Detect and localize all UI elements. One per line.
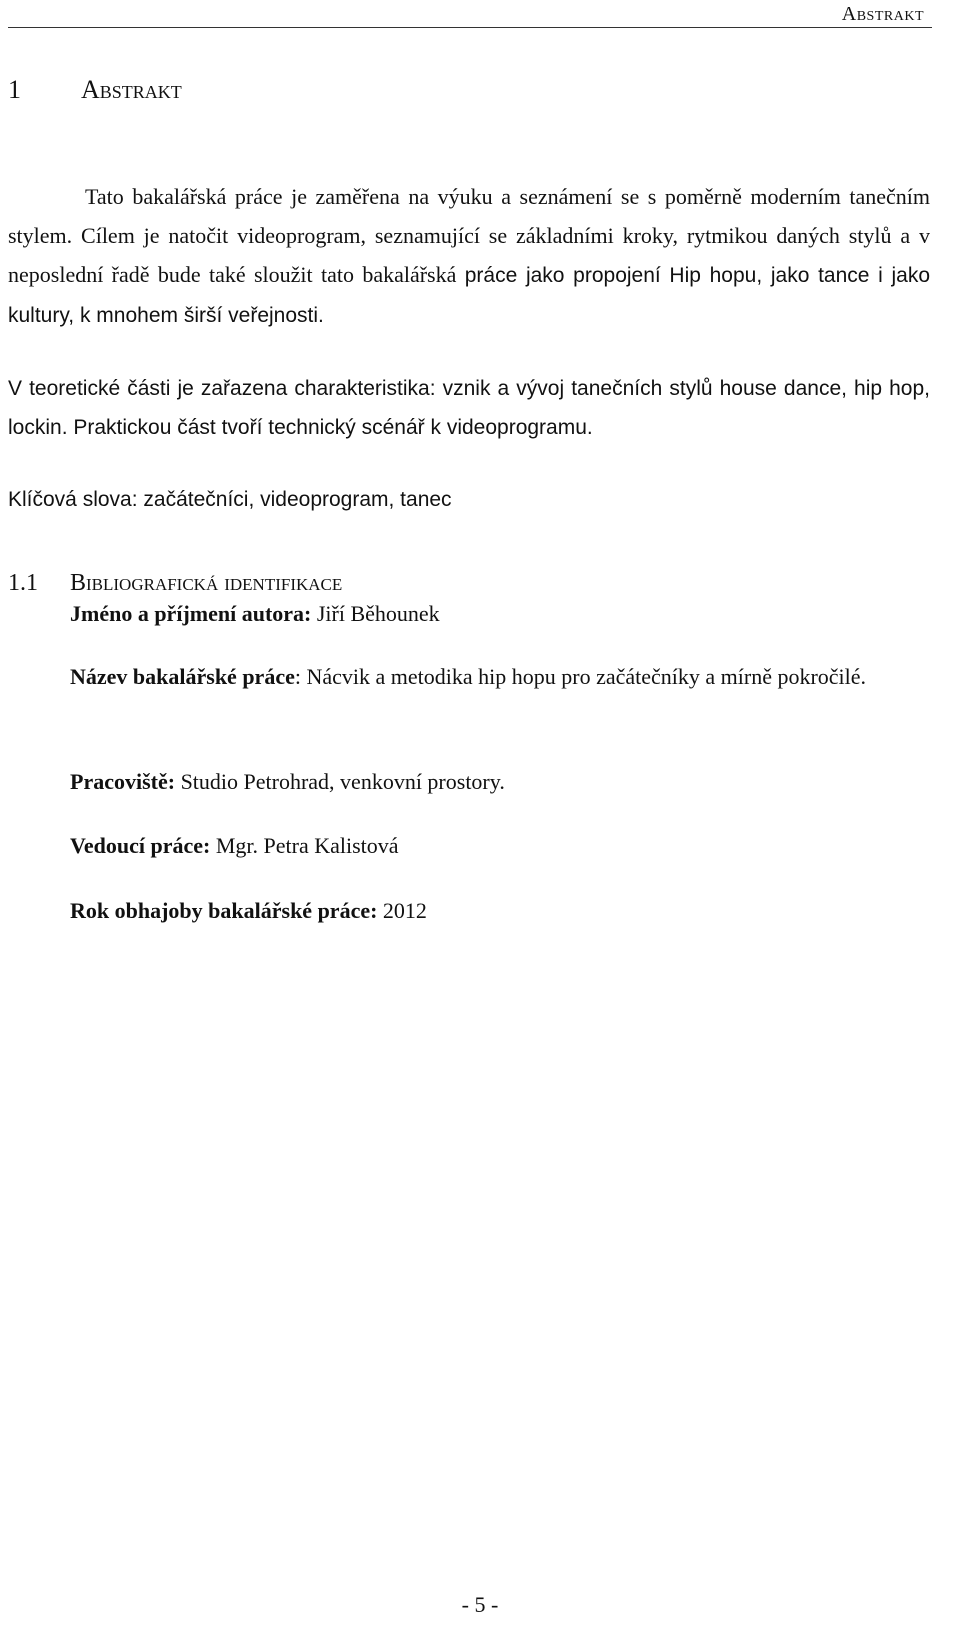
defense-year-label: Rok obhajoby bakalářské práce: [70, 898, 378, 923]
section-number: 1.1 [8, 570, 38, 596]
chapter-heading [8, 70, 182, 110]
chapter-title: Abstrakt [81, 75, 182, 104]
abstract-paragraph-2: V teoretické části je zařazena charakteristika: vznik a vývoj tanečních stylů house dance, hip hop, lockin. Praktickou část tvoří technický scénář k videoprogramu. [8, 377, 930, 439]
supervisor-line [70, 824, 930, 868]
thesis-title-line [8, 655, 930, 699]
author-line [70, 592, 930, 636]
section-title: Bibliografická identifikace [70, 570, 343, 596]
abstract-paragraph-1-part-2: Cílem je natočit videoprogram, seznamující se základními kroky, rytmikou daných stylů a v neposlední řadě bude také sloužit tato bakalářská [8, 223, 930, 287]
running-header: Abstrakt [841, 3, 924, 25]
author-label: Jméno a příjmení autora: [70, 601, 312, 626]
chapter-number: 1 [8, 75, 21, 104]
abstract-paragraph-1-part-1: Tato bakalářská práce je zaměřena na výuku a seznámení se s poměrně moderním tanečním stylem. [8, 184, 930, 248]
workplace-line [70, 760, 930, 804]
abstract-paragraph-1-part-3: práce jako propojení Hip hopu, jako tance i jako kultury, k mnohem širší veřejnosti. [8, 264, 930, 327]
workplace-value: Studio Petrohrad, venkovní prostory. [175, 769, 505, 794]
thesis-title-label: Název bakalářské práce [70, 664, 295, 689]
defense-year-line [70, 889, 930, 933]
author-value: Jiří Běhounek [311, 601, 440, 626]
keywords: Klíčová slova: začátečníci, videoprogram, tanec [8, 488, 452, 511]
abstract-paragraph-1 [8, 177, 930, 335]
page-number: - 5 - [461, 1592, 499, 1617]
supervisor-value: Mgr. Petra Kalistová [210, 833, 399, 858]
header-rule [8, 27, 932, 28]
supervisor-label: Vedoucí práce: [70, 833, 211, 858]
thesis-title-value: : Nácvik a metodika hip hopu pro začátečníky a mírně pokročilé. [294, 664, 867, 689]
defense-year-value: 2012 [377, 898, 427, 923]
workplace-label: Pracoviště: [70, 769, 176, 794]
